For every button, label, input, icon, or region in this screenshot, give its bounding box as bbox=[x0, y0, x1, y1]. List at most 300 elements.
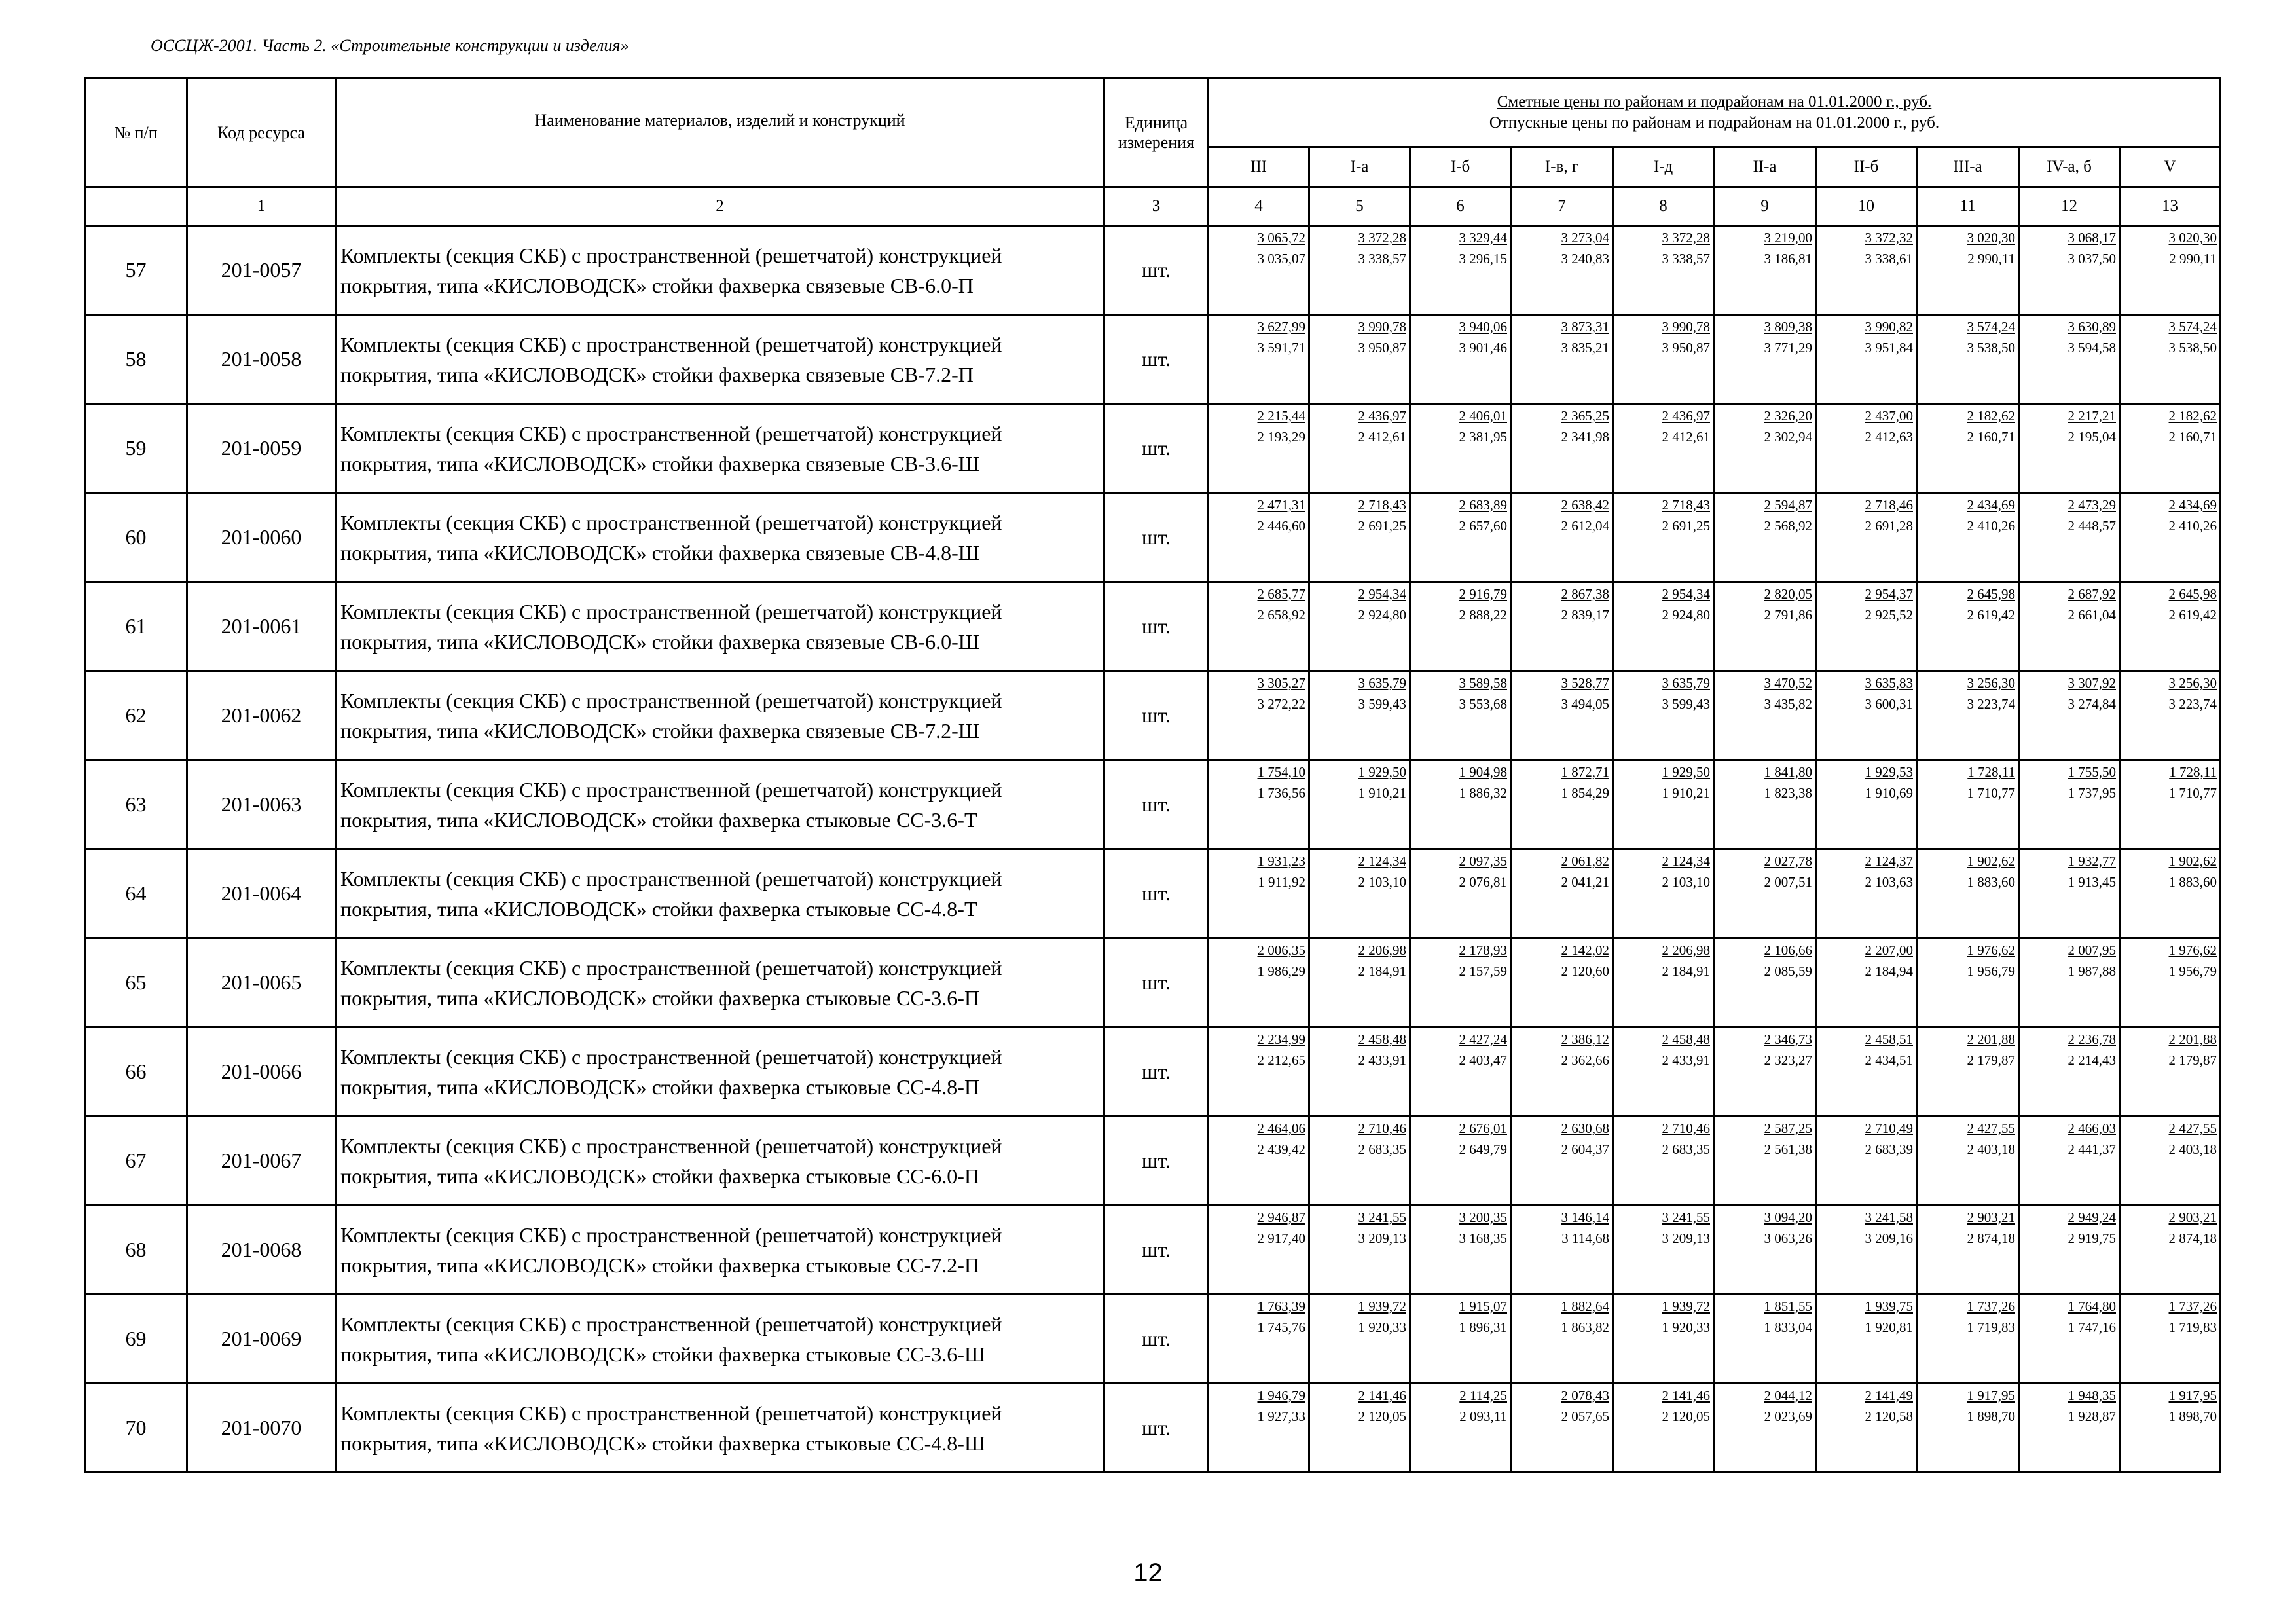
estimate-price: 2 207,00 bbox=[1865, 942, 1913, 958]
estimate-price: 2 027,78 bbox=[1764, 853, 1812, 869]
release-price: 2 448,57 bbox=[2068, 518, 2116, 534]
estimate-price: 1 915,07 bbox=[1459, 1299, 1507, 1314]
estimate-price: 2 234,99 bbox=[1257, 1031, 1305, 1047]
price-cell bbox=[1511, 1295, 1613, 1384]
price-cell bbox=[1714, 760, 1816, 849]
price-cell bbox=[2019, 1295, 2120, 1384]
resource-code: 201-0057 bbox=[187, 226, 336, 315]
price-table bbox=[84, 77, 2221, 1473]
release-price: 1 736,56 bbox=[1257, 785, 1305, 801]
price-cell bbox=[1410, 226, 1511, 315]
row-number: 60 bbox=[85, 493, 187, 582]
item-name bbox=[336, 493, 1104, 582]
price-cell bbox=[1511, 315, 1613, 404]
price-cell bbox=[1511, 1384, 1613, 1473]
release-price: 2 057,65 bbox=[1561, 1409, 1609, 1424]
estimate-price: 3 372,28 bbox=[1662, 230, 1710, 246]
item-name bbox=[336, 226, 1104, 315]
estimate-price: 1 841,80 bbox=[1764, 764, 1812, 780]
estimate-price: 2 638,42 bbox=[1561, 497, 1609, 513]
unit: шт. bbox=[1104, 1384, 1209, 1473]
estimate-price: 3 329,44 bbox=[1459, 230, 1507, 246]
release-price: 1 910,69 bbox=[1865, 785, 1913, 801]
release-price: 3 223,74 bbox=[2168, 696, 2217, 712]
estimate-price: 2 458,51 bbox=[1865, 1031, 1913, 1047]
release-price: 3 114,68 bbox=[1561, 1230, 1609, 1246]
estimate-price: 1 939,72 bbox=[1358, 1299, 1406, 1314]
estimate-price: 1 882,64 bbox=[1561, 1299, 1609, 1314]
release-price: 2 691,28 bbox=[1865, 518, 1913, 534]
estimate-price: 2 346,73 bbox=[1764, 1031, 1812, 1047]
item-name-line: Комплекты (секция СКБ) с пространственной (решетчатой) конструкцией bbox=[340, 421, 1002, 445]
price-cell bbox=[1410, 493, 1511, 582]
estimate-price: 2 206,98 bbox=[1662, 942, 1710, 958]
resource-code: 201-0063 bbox=[187, 760, 336, 849]
release-price: 2 925,52 bbox=[1865, 607, 1913, 623]
estimate-price: 2 406,01 bbox=[1459, 408, 1507, 424]
estimate-price: 2 867,38 bbox=[1561, 586, 1609, 602]
row-number: 58 bbox=[85, 315, 187, 404]
item-name-line: Комплекты (секция СКБ) с пространственной (решетчатой) конструкцией bbox=[340, 1312, 1002, 1336]
price-cell bbox=[1209, 493, 1309, 582]
estimate-price: 3 094,20 bbox=[1764, 1209, 1812, 1225]
release-price: 3 594,58 bbox=[2068, 340, 2116, 356]
price-cell bbox=[2120, 582, 2221, 671]
release-price: 2 924,80 bbox=[1358, 607, 1406, 623]
price-cell bbox=[2019, 1116, 2120, 1206]
price-cell bbox=[1511, 760, 1613, 849]
release-price: 2 212,65 bbox=[1257, 1052, 1305, 1068]
price-cell bbox=[1209, 226, 1309, 315]
price-cell bbox=[1309, 849, 1410, 938]
release-price: 2 157,59 bbox=[1459, 963, 1507, 979]
column-number: 7 bbox=[1511, 187, 1613, 226]
price-cell bbox=[1209, 1384, 1309, 1473]
price-cell bbox=[1209, 1116, 1309, 1206]
item-name-line: Комплекты (секция СКБ) с пространственной (решетчатой) конструкцией bbox=[340, 955, 1002, 980]
estimate-price: 1 976,62 bbox=[1967, 942, 2015, 958]
release-price: 2 381,95 bbox=[1459, 429, 1507, 445]
release-price: 2 179,87 bbox=[2168, 1052, 2217, 1068]
estimate-price: 2 594,87 bbox=[1764, 497, 1812, 513]
price-cell bbox=[1309, 671, 1410, 760]
estimate-price: 3 470,52 bbox=[1764, 675, 1812, 691]
item-name-line: Комплекты (секция СКБ) с пространственной (решетчатой) конструкцией bbox=[340, 1401, 1002, 1425]
estimate-price: 2 687,92 bbox=[2068, 586, 2116, 602]
item-name bbox=[336, 582, 1104, 671]
estimate-price: 1 917,95 bbox=[1967, 1388, 2015, 1403]
price-cell bbox=[1714, 1116, 1816, 1206]
price-cell bbox=[1309, 315, 1410, 404]
region-header: II-б bbox=[1816, 147, 1917, 187]
estimate-price: 2 434,69 bbox=[1967, 497, 2015, 513]
release-price: 2 120,60 bbox=[1561, 963, 1609, 979]
unit: шт. bbox=[1104, 760, 1209, 849]
price-cell bbox=[1917, 1116, 2019, 1206]
price-cell bbox=[2120, 315, 2221, 404]
release-price: 1 896,31 bbox=[1459, 1320, 1507, 1335]
release-price: 2 041,21 bbox=[1561, 874, 1609, 890]
price-cell bbox=[1410, 1116, 1511, 1206]
price-cell bbox=[1917, 1295, 2019, 1384]
price-cell bbox=[1209, 404, 1309, 493]
estimate-price: 1 976,62 bbox=[2168, 942, 2217, 958]
estimate-price: 2 718,46 bbox=[1865, 497, 1913, 513]
page-number: 12 bbox=[1133, 1559, 1163, 1587]
estimate-price: 2 916,79 bbox=[1459, 586, 1507, 602]
table-row bbox=[85, 938, 2221, 1027]
release-price: 2 410,26 bbox=[2168, 518, 2217, 534]
estimate-price: 3 574,24 bbox=[1967, 319, 2015, 335]
item-name bbox=[336, 1384, 1104, 1473]
release-price: 3 063,26 bbox=[1764, 1230, 1812, 1246]
estimate-price: 2 436,97 bbox=[1358, 408, 1406, 424]
estimate-price: 2 466,03 bbox=[2068, 1120, 2116, 1136]
estimate-price: 2 946,87 bbox=[1257, 1209, 1305, 1225]
release-price: 3 274,84 bbox=[2068, 696, 2116, 712]
estimate-price: 3 241,55 bbox=[1358, 1209, 1406, 1225]
estimate-price: 2 078,43 bbox=[1561, 1388, 1609, 1403]
estimate-price: 3 241,55 bbox=[1662, 1209, 1710, 1225]
price-cell bbox=[1714, 493, 1816, 582]
estimate-price: 1 948,35 bbox=[2068, 1388, 2116, 1403]
release-price: 2 103,63 bbox=[1865, 874, 1913, 890]
release-price: 1 920,33 bbox=[1662, 1320, 1710, 1335]
item-name-line: покрытия, типа «КИСЛОВОДСК» стойки фахверка связевые СВ-7.2-П bbox=[340, 362, 974, 386]
table-row bbox=[85, 404, 2221, 493]
price-cell bbox=[2120, 849, 2221, 938]
table-row bbox=[85, 1116, 2221, 1206]
estimate-price: 3 940,06 bbox=[1459, 319, 1507, 335]
estimate-price: 3 990,78 bbox=[1662, 319, 1710, 335]
price-cell bbox=[1613, 226, 1714, 315]
price-cell bbox=[2120, 1295, 2221, 1384]
release-price: 1 710,77 bbox=[2168, 785, 2217, 801]
region-header: II-а bbox=[1714, 147, 1816, 187]
release-price: 3 435,82 bbox=[1764, 696, 1812, 712]
estimate-price: 2 201,88 bbox=[1967, 1031, 2015, 1047]
estimate-price: 2 201,88 bbox=[2168, 1031, 2217, 1047]
estimate-price: 3 589,58 bbox=[1459, 675, 1507, 691]
item-name-line: Комплекты (секция СКБ) с пространственной (решетчатой) конструкцией bbox=[340, 1044, 1002, 1069]
estimate-price: 2 061,82 bbox=[1561, 853, 1609, 869]
estimate-price: 2 365,25 bbox=[1561, 408, 1609, 424]
release-price: 3 209,13 bbox=[1662, 1230, 1710, 1246]
release-price: 1 956,79 bbox=[2168, 963, 2217, 979]
estimate-price: 3 627,99 bbox=[1257, 319, 1305, 335]
price-cell bbox=[2019, 404, 2120, 493]
price-cell bbox=[2120, 671, 2221, 760]
estimate-price: 1 851,55 bbox=[1764, 1299, 1812, 1314]
table-row bbox=[85, 493, 2221, 582]
item-name-line: покрытия, типа «КИСЛОВОДСК» стойки фахверка связевые СВ-6.0-Ш bbox=[340, 629, 980, 654]
release-price: 2 179,87 bbox=[1967, 1052, 2015, 1068]
region-header: I-д bbox=[1613, 147, 1714, 187]
estimate-price: 3 574,24 bbox=[2168, 319, 2217, 335]
release-price: 3 538,50 bbox=[2168, 340, 2217, 356]
release-price: 2 990,11 bbox=[2169, 251, 2217, 267]
price-cell bbox=[2120, 1116, 2221, 1206]
resource-code: 201-0065 bbox=[187, 938, 336, 1027]
release-price: 2 412,61 bbox=[1662, 429, 1710, 445]
price-cell bbox=[1917, 849, 2019, 938]
release-price: 3 494,05 bbox=[1561, 696, 1609, 712]
unit: шт. bbox=[1104, 226, 1209, 315]
release-price: 1 920,81 bbox=[1865, 1320, 1913, 1335]
release-price: 2 103,10 bbox=[1358, 874, 1406, 890]
release-price: 2 412,63 bbox=[1865, 429, 1913, 445]
estimate-price: 1 931,23 bbox=[1257, 853, 1305, 869]
estimate-price: 1 929,50 bbox=[1662, 764, 1710, 780]
release-price: 1 737,95 bbox=[2068, 785, 2116, 801]
price-cell bbox=[1613, 493, 1714, 582]
release-price: 3 209,13 bbox=[1358, 1230, 1406, 1246]
estimate-price: 3 372,28 bbox=[1358, 230, 1406, 246]
estimate-price: 3 873,31 bbox=[1561, 319, 1609, 335]
price-cell bbox=[1511, 849, 1613, 938]
price-cell bbox=[1816, 226, 1917, 315]
release-price: 2 433,91 bbox=[1662, 1052, 1710, 1068]
item-name-line: Комплекты (секция СКБ) с пространственной (решетчатой) конструкцией bbox=[340, 599, 1002, 623]
region-header: I-б bbox=[1410, 147, 1511, 187]
estimate-price: 1 902,62 bbox=[2168, 853, 2217, 869]
release-price: 1 747,16 bbox=[2068, 1320, 2116, 1335]
estimate-price: 2 141,46 bbox=[1662, 1388, 1710, 1403]
estimate-price: 2 949,24 bbox=[2068, 1209, 2116, 1225]
release-price: 2 924,80 bbox=[1662, 607, 1710, 623]
estimate-price: 2 427,55 bbox=[1967, 1120, 2015, 1136]
release-price: 2 341,98 bbox=[1561, 429, 1609, 445]
item-name-line: покрытия, типа «КИСЛОВОДСК» стойки фахверка связевые СВ-6.0-П bbox=[340, 273, 974, 297]
header-resource-code: Код ресурса bbox=[187, 79, 336, 187]
estimate-price: 2 710,46 bbox=[1358, 1120, 1406, 1136]
estimate-price: 3 528,77 bbox=[1561, 675, 1609, 691]
estimate-price: 2 114,25 bbox=[1459, 1388, 1507, 1403]
item-name bbox=[336, 1116, 1104, 1206]
column-number: 13 bbox=[2120, 187, 2221, 226]
item-name-line: покрытия, типа «КИСЛОВОДСК» стойки фахверка стыковые СС-4.8-Т bbox=[340, 896, 977, 921]
price-cell bbox=[1410, 582, 1511, 671]
table-row bbox=[85, 849, 2221, 938]
price-cell bbox=[1613, 1295, 1714, 1384]
item-name-line: покрытия, типа «КИСЛОВОДСК» стойки фахверка связевые СВ-4.8-Ш bbox=[340, 540, 980, 564]
release-price: 2 683,39 bbox=[1865, 1141, 1913, 1157]
price-cell bbox=[1613, 849, 1714, 938]
item-name-line: Комплекты (секция СКБ) с пространственной (решетчатой) конструкцией bbox=[340, 1223, 1002, 1247]
price-cell bbox=[1309, 404, 1410, 493]
item-name bbox=[336, 1206, 1104, 1295]
estimate-price: 3 256,30 bbox=[2168, 675, 2217, 691]
estimate-price: 2 142,02 bbox=[1561, 942, 1609, 958]
item-name-line: Комплекты (секция СКБ) с пространственной (решетчатой) конструкцией bbox=[340, 866, 1002, 891]
region-header: III-а bbox=[1917, 147, 2019, 187]
release-price: 2 683,35 bbox=[1358, 1141, 1406, 1157]
price-cell bbox=[1917, 404, 2019, 493]
estimate-price: 3 307,92 bbox=[2068, 675, 2116, 691]
price-cell bbox=[1714, 1027, 1816, 1116]
column-number: 11 bbox=[1917, 187, 2019, 226]
column-number: 5 bbox=[1309, 187, 1410, 226]
estimate-price: 2 471,31 bbox=[1257, 497, 1305, 513]
release-price: 1 987,88 bbox=[2068, 963, 2116, 979]
release-price: 2 323,27 bbox=[1764, 1052, 1812, 1068]
release-price: 1 911,92 bbox=[1258, 874, 1305, 890]
table-row bbox=[85, 1206, 2221, 1295]
price-cell bbox=[1816, 849, 1917, 938]
price-cell bbox=[1209, 1295, 1309, 1384]
row-number: 63 bbox=[85, 760, 187, 849]
release-price: 3 771,29 bbox=[1764, 340, 1812, 356]
table-row bbox=[85, 760, 2221, 849]
region-header: I-в, г bbox=[1511, 147, 1613, 187]
unit: шт. bbox=[1104, 671, 1209, 760]
release-price: 2 619,42 bbox=[1967, 607, 2015, 623]
row-number: 67 bbox=[85, 1116, 187, 1206]
price-cell bbox=[1511, 226, 1613, 315]
price-cell bbox=[2120, 1384, 2221, 1473]
estimate-price: 2 630,68 bbox=[1561, 1120, 1609, 1136]
estimate-price: 1 755,50 bbox=[2068, 764, 2116, 780]
release-price: 3 835,21 bbox=[1561, 340, 1609, 356]
release-price: 1 927,33 bbox=[1257, 1409, 1305, 1424]
estimate-price: 1 728,11 bbox=[1967, 764, 2015, 780]
price-cell bbox=[1917, 760, 2019, 849]
price-cell bbox=[1917, 938, 2019, 1027]
item-name-line: покрытия, типа «КИСЛОВОДСК» стойки фахверка стыковые СС-3.6-Т bbox=[340, 807, 977, 832]
item-name-line: Комплекты (секция СКБ) с пространственной (решетчатой) конструкцией bbox=[340, 243, 1002, 267]
estimate-price: 2 124,37 bbox=[1865, 853, 1913, 869]
release-price: 2 160,71 bbox=[1967, 429, 2015, 445]
price-cell bbox=[1511, 671, 1613, 760]
unit: шт. bbox=[1104, 1295, 1209, 1384]
estimate-price: 3 146,14 bbox=[1561, 1209, 1609, 1225]
price-cell bbox=[1309, 1027, 1410, 1116]
price-cell bbox=[1410, 1384, 1511, 1473]
item-name bbox=[336, 671, 1104, 760]
release-price: 2 403,47 bbox=[1459, 1052, 1507, 1068]
estimate-price: 3 219,00 bbox=[1764, 230, 1812, 246]
release-price: 2 604,37 bbox=[1561, 1141, 1609, 1157]
price-cell bbox=[1209, 315, 1309, 404]
price-cell bbox=[1714, 404, 1816, 493]
price-cell bbox=[1309, 760, 1410, 849]
price-cell bbox=[2120, 226, 2221, 315]
price-cell bbox=[2120, 404, 2221, 493]
release-price: 2 362,66 bbox=[1561, 1052, 1609, 1068]
item-name-line: покрытия, типа «КИСЛОВОДСК» стойки фахверка стыковые СС-6.0-П bbox=[340, 1164, 980, 1188]
item-name-line: Комплекты (секция СКБ) с пространственной (решетчатой) конструкцией bbox=[340, 1134, 1002, 1158]
estimate-price: 3 635,79 bbox=[1358, 675, 1406, 691]
estimate-price: 3 630,89 bbox=[2068, 319, 2116, 335]
price-cell bbox=[2120, 938, 2221, 1027]
release-price: 2 791,86 bbox=[1764, 607, 1812, 623]
price-cell bbox=[1410, 938, 1511, 1027]
column-number: 4 bbox=[1209, 187, 1309, 226]
price-cell bbox=[1613, 404, 1714, 493]
column-number: 8 bbox=[1613, 187, 1714, 226]
estimate-price: 1 754,10 bbox=[1257, 764, 1305, 780]
release-price: 3 599,43 bbox=[1662, 696, 1710, 712]
price-cell bbox=[1816, 1116, 1917, 1206]
price-cell bbox=[2019, 760, 2120, 849]
unit: шт. bbox=[1104, 582, 1209, 671]
release-price: 3 338,57 bbox=[1358, 251, 1406, 267]
price-cell bbox=[1410, 671, 1511, 760]
estimate-price: 3 990,82 bbox=[1865, 319, 1913, 335]
release-price: 3 599,43 bbox=[1358, 696, 1406, 712]
price-cell bbox=[1410, 849, 1511, 938]
price-cell bbox=[2120, 1206, 2221, 1295]
item-name bbox=[336, 315, 1104, 404]
price-cell bbox=[1714, 1295, 1816, 1384]
price-cell bbox=[1917, 1027, 2019, 1116]
item-name-line: покрытия, типа «КИСЛОВОДСК» стойки фахверка стыковые СС-3.6-Ш bbox=[340, 1342, 986, 1366]
row-number: 59 bbox=[85, 404, 187, 493]
release-price: 2 888,22 bbox=[1459, 607, 1507, 623]
unit: шт. bbox=[1104, 849, 1209, 938]
release-price: 2 410,26 bbox=[1967, 518, 2015, 534]
price-cell bbox=[1816, 1384, 1917, 1473]
release-price: 2 093,11 bbox=[1459, 1409, 1507, 1424]
resource-code: 201-0067 bbox=[187, 1116, 336, 1206]
header-prices bbox=[1209, 79, 2221, 147]
release-price: 2 919,75 bbox=[2068, 1230, 2116, 1246]
region-header: IV-а, б bbox=[2019, 147, 2120, 187]
price-cell bbox=[1209, 582, 1309, 671]
release-price: 3 538,50 bbox=[1967, 340, 2015, 356]
price-cell bbox=[1511, 493, 1613, 582]
price-cell bbox=[1714, 315, 1816, 404]
header-row-number: № п/п bbox=[85, 79, 187, 187]
estimate-price: 1 728,11 bbox=[2169, 764, 2217, 780]
row-number: 57 bbox=[85, 226, 187, 315]
release-price: 1 986,29 bbox=[1257, 963, 1305, 979]
release-price: 2 103,10 bbox=[1662, 874, 1710, 890]
price-cell bbox=[1613, 938, 1714, 1027]
price-cell bbox=[1613, 1027, 1714, 1116]
price-cell bbox=[2019, 1384, 2120, 1473]
column-number: 12 bbox=[2019, 187, 2120, 226]
release-price: 3 338,61 bbox=[1865, 251, 1913, 267]
price-cell bbox=[1511, 404, 1613, 493]
estimate-price: 3 635,79 bbox=[1662, 675, 1710, 691]
item-name-line: Комплекты (секция СКБ) с пространственной (решетчатой) конструкцией bbox=[340, 510, 1002, 534]
estimate-price: 2 427,24 bbox=[1459, 1031, 1507, 1047]
estimate-price: 2 683,89 bbox=[1459, 497, 1507, 513]
price-cell bbox=[2120, 760, 2221, 849]
estimate-price: 1 764,80 bbox=[2068, 1299, 2116, 1314]
price-cell bbox=[1209, 849, 1309, 938]
release-price: 3 296,15 bbox=[1459, 251, 1507, 267]
release-price: 1 910,21 bbox=[1662, 785, 1710, 801]
estimate-price: 2 587,25 bbox=[1764, 1120, 1812, 1136]
price-cell bbox=[1816, 315, 1917, 404]
release-price: 2 302,94 bbox=[1764, 429, 1812, 445]
estimate-price: 2 718,43 bbox=[1358, 497, 1406, 513]
estimate-price: 1 902,62 bbox=[1967, 853, 2015, 869]
resource-code: 201-0068 bbox=[187, 1206, 336, 1295]
estimate-price: 2 006,35 bbox=[1257, 942, 1305, 958]
release-price: 1 883,60 bbox=[2168, 874, 2217, 890]
release-price: 2 120,58 bbox=[1865, 1409, 1913, 1424]
estimate-price: 3 241,58 bbox=[1865, 1209, 1913, 1225]
item-name-line: покрытия, типа «КИСЛОВОДСК» стойки фахверка стыковые СС-3.6-П bbox=[340, 986, 980, 1010]
estimate-price: 1 939,75 bbox=[1865, 1299, 1913, 1314]
estimate-price: 3 256,30 bbox=[1967, 675, 2015, 691]
estimate-price: 2 954,34 bbox=[1662, 586, 1710, 602]
estimate-price: 2 236,78 bbox=[2068, 1031, 2116, 1047]
release-price: 2 619,42 bbox=[2168, 607, 2217, 623]
